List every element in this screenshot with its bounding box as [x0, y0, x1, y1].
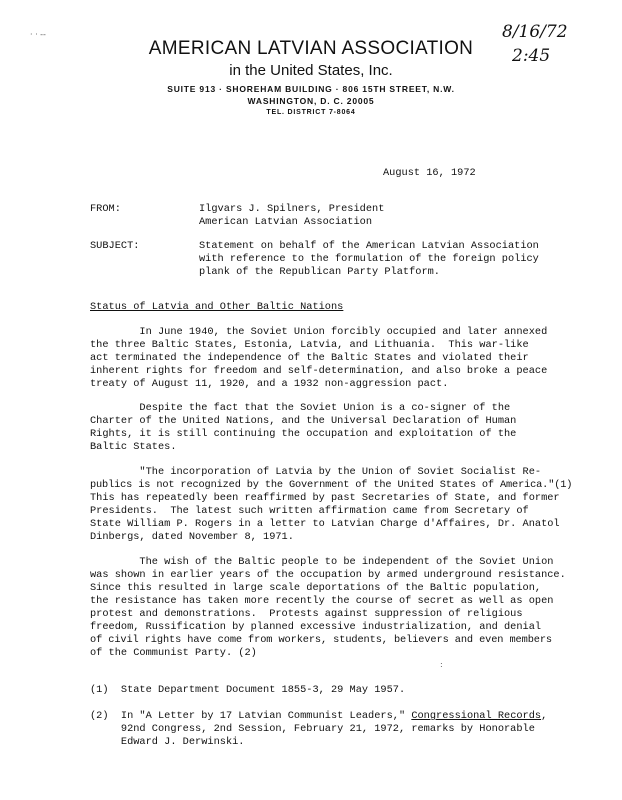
subject-line: Statement on behalf of the American Latvian Association: [199, 240, 539, 252]
paragraph-line: of civil rights have come from workers, students, believers and even members: [90, 634, 553, 646]
from-org: American Latvian Association: [199, 216, 373, 228]
paragraph-line: "The incorporation of Latvia by the Union of Soviet Socialist Re-: [90, 466, 542, 478]
footnote-2-line: Edward J. Derwinski.: [90, 736, 245, 748]
footnote-1: (1) State Department Document 1855-3, 29 May 1957.: [90, 684, 406, 696]
footnote-2-line: 92nd Congress, 2nd Session, February 21, 1972, remarks by Honorable: [90, 723, 535, 735]
document-date: August 16, 1972: [383, 167, 476, 179]
footnote-2-text: (2) In "A Letter by 17 Latvian Communist Leaders,": [90, 710, 412, 722]
paragraph-line: Baltic States.: [90, 441, 177, 453]
footnote-2-source: Congressional Records: [411, 710, 542, 722]
paragraph-line: treaty of August 11, 1920, and a 1932 non-aggression pact.: [90, 378, 449, 390]
paragraph-line: publics is not recognized by the Government of the United States of America."(1): [90, 479, 573, 491]
letterhead-subtitle: in the United States, Inc.: [229, 62, 393, 79]
scan-speck: :: [440, 660, 443, 669]
paragraph-line: the resistance has taken more recently the course of secret as well as open: [90, 595, 554, 607]
letterhead-phone: TEL. DISTRICT 7-8064: [266, 109, 356, 116]
from-label: FROM:: [90, 203, 121, 215]
letterhead-address: SUITE 913 · SHOREHAM BUILDING · 806 15TH STREET, N.W.: [167, 84, 455, 94]
subject-line: with reference to the formulation of the foreign policy: [199, 253, 539, 265]
from-name: Ilgvars J. Spilners, President: [199, 203, 385, 215]
paragraph-line: In June 1940, the Soviet Union forcibly occupied and later annexed: [90, 326, 548, 338]
paragraph-line: protest and demonstrations. Protests against suppression of religious: [90, 608, 523, 620]
letterhead-city: WASHINGTON, D. C. 20005: [247, 96, 375, 106]
handwritten-date: 8/16/72: [502, 22, 568, 42]
paragraph-line: inherent rights for freedom and self-determination, and also broke a peace: [90, 365, 548, 377]
scan-speck: · · -‐: [30, 30, 46, 39]
paragraph-line: State William P. Rogers in a letter to Latvian Charge d'Affaires, Dr. Anatol: [90, 518, 560, 530]
handwritten-time: 2:45: [512, 46, 551, 66]
paragraph-line: freedom, Russification by planned excessive industrialization, and denial: [90, 621, 542, 633]
paragraph-line: The wish of the Baltic people to be independent of the Soviet Union: [90, 556, 554, 568]
paragraph-line: was shown in earlier years of the occupation by armed underground resistance.: [90, 569, 566, 581]
subject-line: plank of the Republican Party Platform.: [199, 266, 440, 278]
paragraph-line: Despite the fact that the Soviet Union is a co-signer of the: [90, 402, 511, 414]
footnote-2: [90, 710, 547, 723]
section-heading: Status of Latvia and Other Baltic Nations: [90, 301, 344, 313]
paragraph-line: Presidents. The latest such written affirmation came from Secretary of: [90, 505, 529, 517]
paragraph-line: the three Baltic States, Estonia, Latvia, and Lithuania. This war-like: [90, 339, 529, 351]
paragraph-line: of the Communist Party. (2): [90, 647, 257, 659]
paragraph-line: Since this resulted in large scale deportations of the Baltic population,: [90, 582, 542, 594]
paragraph-line: Dinbergs, dated November 8, 1971.: [90, 531, 294, 543]
footnote-2-comma: ,: [541, 710, 548, 722]
paragraph-line: act terminated the independence of the Baltic States and violated their: [90, 352, 529, 364]
paragraph-line: This has repeatedly been reaffirmed by past Secretaries of State, and former: [90, 492, 560, 504]
letterhead-name: AMERICAN LATVIAN ASSOCIATION: [148, 38, 474, 59]
paragraph-line: Rights, it is still continuing the occupation and exploitation of the: [90, 428, 517, 440]
subject-label: SUBJECT:: [90, 240, 140, 252]
paragraph-line: Charter of the United Nations, and the Universal Declaration of Human: [90, 415, 517, 427]
